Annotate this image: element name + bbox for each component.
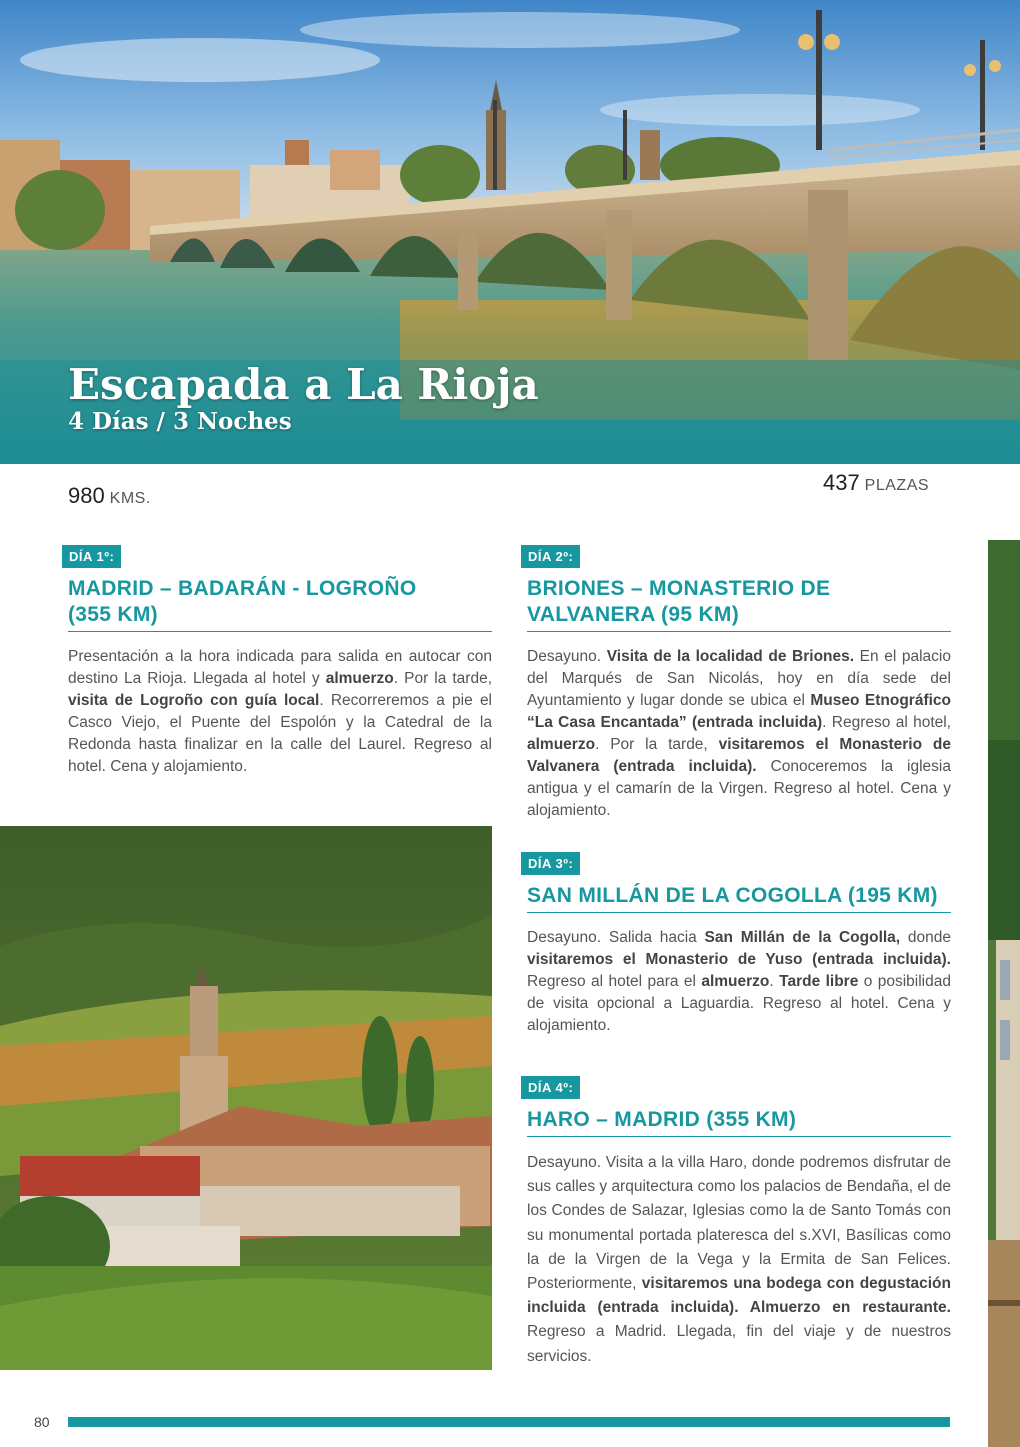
body-text: Desayuno. Salida hacia [527, 929, 705, 946]
highlight-text: Museo Etnográfico “La Casa Encantada” (entrada incluida) [527, 692, 951, 731]
day-title-line: BRIONES – MONASTERIO DE [527, 577, 831, 600]
highlight-text: visita de Logroño con guía local [68, 692, 320, 709]
seats-unit: PLAZAS [864, 477, 930, 494]
body-text: . Por la tarde, [595, 736, 719, 753]
day-title-line: VALVANERA (95 KM) [527, 603, 739, 626]
monastery-photo [0, 826, 492, 1370]
body-text: Conoceremos la iglesia antigua y el camarín de la Virgen. Regreso al hotel. Cena y alojamiento. [527, 758, 951, 819]
seats-value: 437 [823, 470, 860, 495]
highlight-text: visitaremos el Monasterio de Yuso (entrada incluida). [527, 951, 951, 968]
day-4-section [521, 1076, 951, 1369]
highlight-text: Tarde libre [779, 973, 859, 990]
day-title [527, 1107, 951, 1137]
day-badge: DÍA 2º: [521, 545, 580, 568]
body-text: Regreso a Madrid. Llegada, fin del viaje y de nuestros servicios. [527, 1323, 951, 1365]
highlight-text: visitaremos una bodega con degustación incluida (entrada incluida). Almuerzo en restaurante. [527, 1275, 951, 1317]
body-text: . Regreso al hotel, [822, 714, 951, 731]
distance-unit: KMS. [109, 490, 151, 507]
body-text: donde [900, 929, 951, 946]
seats-stat [823, 470, 929, 496]
body-text: Regreso al hotel para el [527, 973, 702, 990]
day-1-section [62, 545, 492, 778]
day-title [68, 576, 492, 632]
day-title [527, 883, 951, 913]
highlight-text: San Millán de la Cogolla, [704, 929, 901, 946]
day-badge: DÍA 3º: [521, 852, 580, 875]
day-title-line: HARO – MADRID (355 KM) [527, 1108, 797, 1131]
day-description [527, 646, 951, 822]
highlight-text: almuerzo [325, 670, 394, 687]
distance-stat [68, 483, 151, 509]
day-3-section [521, 852, 951, 1037]
street-illustration [988, 540, 1020, 1447]
day-title-line: MADRID – BADARÁN - LOGROÑO [68, 577, 417, 600]
highlight-text: visitaremos el Monasterio de Valvanera (entrada incluida). [527, 736, 951, 775]
day-description [527, 1151, 951, 1369]
footer-bar [68, 1417, 950, 1427]
day-description [68, 646, 492, 778]
page-number: 80 [34, 1414, 50, 1430]
distance-value: 980 [68, 483, 105, 508]
day-badge: DÍA 4º: [521, 1076, 580, 1099]
body-text: Desayuno. [527, 648, 607, 665]
hero-photo [0, 0, 1020, 464]
body-text: . Recorreremos a pie el Casco Viejo, el Puente del Espolón y la Catedral de la Redonda hasta finalizar en la calle del Laurel. Regreso al hotel. Cena y alojamiento. [68, 692, 493, 775]
body-text: . Por la tarde, [393, 670, 493, 687]
highlight-text: Visita de la localidad de Briones. [606, 648, 855, 665]
body-text: o posibilidad de visita opcional a Laguardia. Regreso al hotel. Cena y alojamiento. [527, 973, 951, 1034]
page-title: Escapada a La Rioja [68, 360, 539, 409]
day-title-line: SAN MILLÁN DE LA COGOLLA (195 KM) [527, 884, 938, 907]
day-2-section [521, 545, 951, 822]
street-photo [988, 540, 1020, 1447]
highlight-text: almuerzo [701, 973, 770, 990]
body-text: Desayuno. Visita a la villa Haro, donde podremos disfrutar de sus calles y arquitectura como los palacios de Bendaña, el de los Condes de Salazar, Iglesias como la de Santo Tomás con su monumental portada plateresca del s.XVI, Basílicas como la de la Virgen de la Vega y la Ermita de San Felices. Posteriormente, [527, 1154, 951, 1293]
highlight-text: almuerzo [527, 736, 596, 753]
monastery-illustration [0, 826, 492, 1370]
day-title-line: (355 KM) [68, 603, 158, 626]
body-text: . [769, 973, 780, 990]
page-subtitle: 4 Días / 3 Noches [68, 408, 292, 435]
day-description [527, 927, 951, 1037]
day-title [527, 576, 951, 632]
body-text: Presentación a la hora indicada para salida en autocar con destino La Rioja. Llegada al hotel y [68, 648, 492, 687]
day-badge: DÍA 1º: [62, 545, 121, 568]
body-text: En el palacio del Marqués de San Nicolás, hoy en día sede del Ayuntamiento y lugar donde se ubica el [527, 648, 951, 709]
